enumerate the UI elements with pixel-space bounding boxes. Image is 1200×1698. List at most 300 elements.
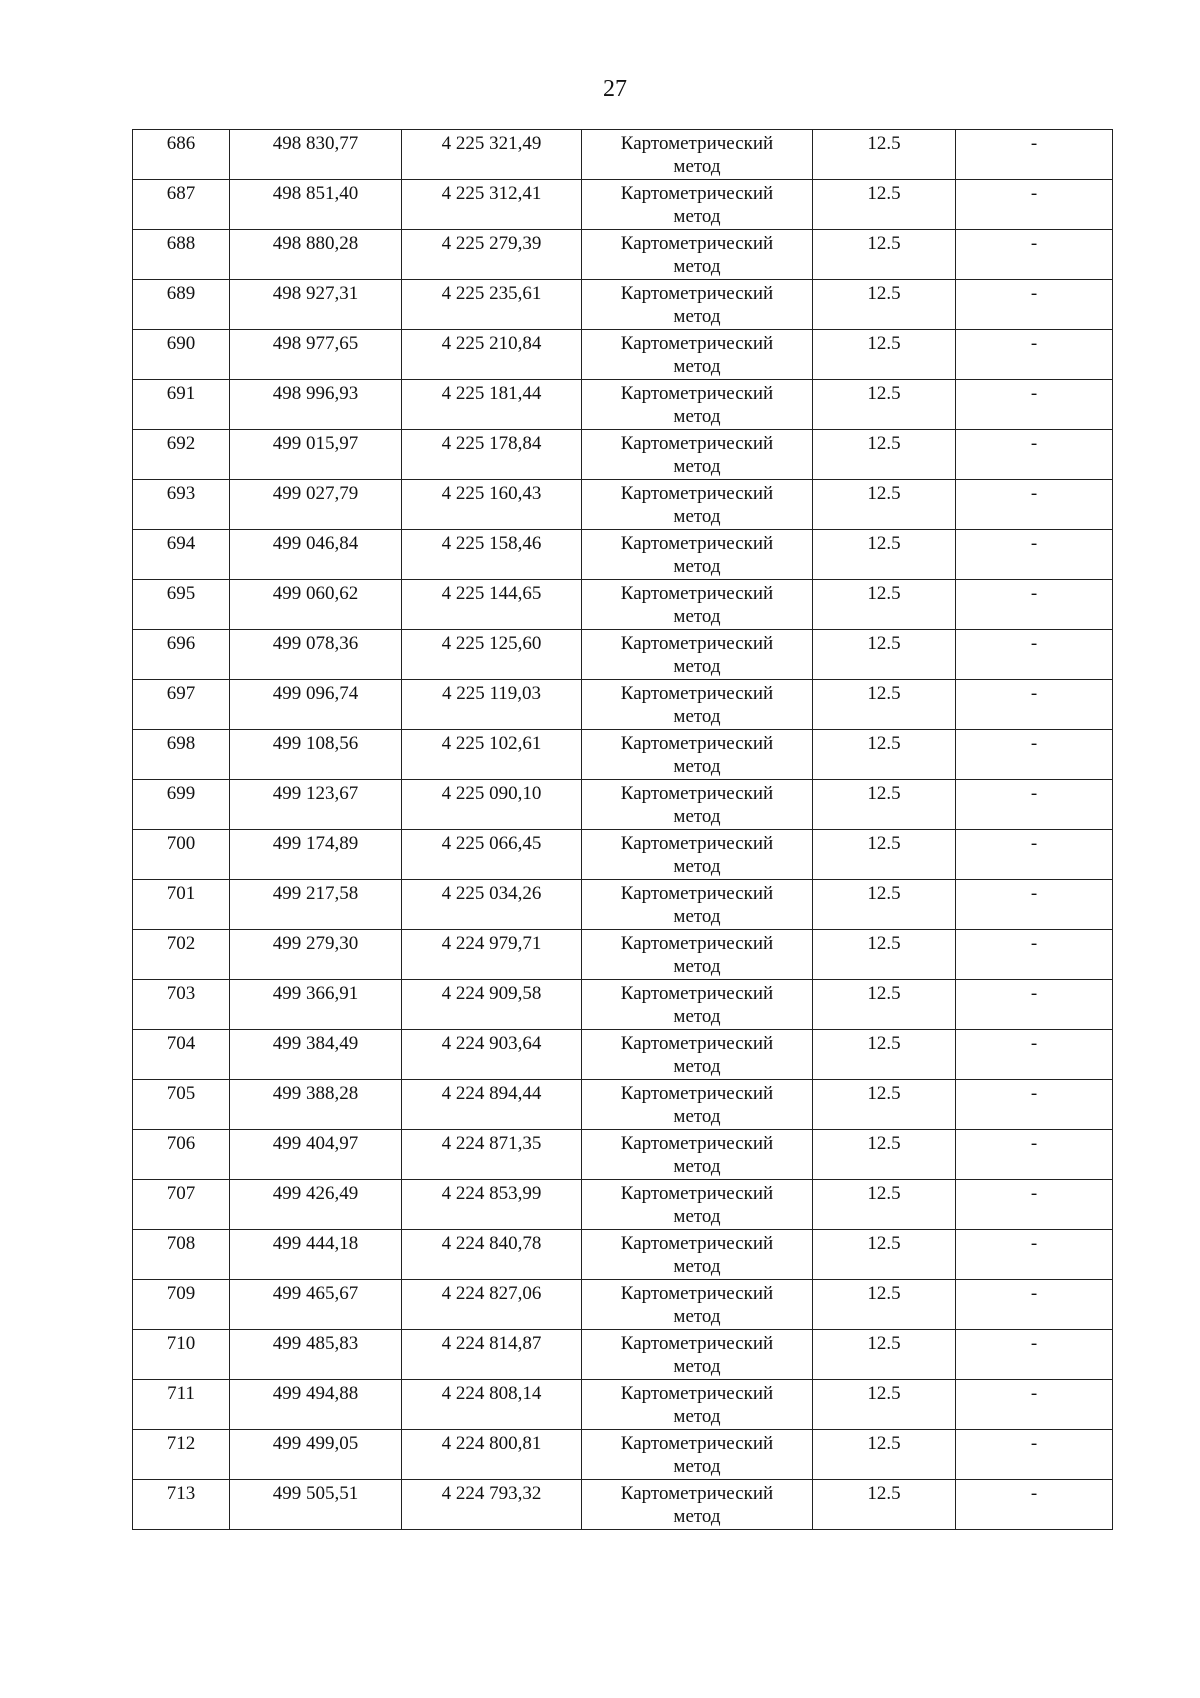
note-cell-text: -	[1030, 883, 1038, 904]
y-coordinate-cell	[402, 1080, 582, 1130]
x-coordinate-cell	[230, 130, 402, 180]
method-line-1: Картометрический	[620, 983, 774, 1004]
point-number-cell	[133, 280, 230, 330]
y-coordinate-cell-text: 4 225 158,46	[441, 533, 542, 554]
accuracy-cell	[813, 1330, 956, 1380]
note-cell-text: -	[1030, 1383, 1038, 1404]
accuracy-cell-text: 12.5	[867, 1483, 901, 1504]
accuracy-cell-text: 12.5	[867, 183, 901, 204]
y-coordinate-cell	[402, 1430, 582, 1480]
y-coordinate-cell	[402, 680, 582, 730]
point-number-cell-text: 689	[166, 283, 196, 304]
x-coordinate-cell	[230, 1080, 402, 1130]
note-cell-text: -	[1030, 583, 1038, 604]
method-line-1: Картометрический	[620, 533, 774, 554]
point-number-cell	[133, 1430, 230, 1480]
table-row	[133, 130, 1113, 180]
method-cell	[582, 1130, 813, 1180]
accuracy-cell	[813, 380, 956, 430]
table-row	[133, 930, 1113, 980]
point-number-cell-text: 703	[166, 983, 196, 1004]
note-cell	[956, 530, 1113, 580]
note-cell-text: -	[1030, 533, 1038, 554]
note-cell	[956, 230, 1113, 280]
y-coordinate-cell	[402, 1280, 582, 1330]
note-cell	[956, 880, 1113, 930]
method-line-1: Картометрический	[620, 833, 774, 854]
coordinates-table	[132, 129, 1113, 1530]
note-cell-text: -	[1030, 733, 1038, 754]
accuracy-cell	[813, 630, 956, 680]
accuracy-cell	[813, 980, 956, 1030]
accuracy-cell	[813, 1430, 956, 1480]
note-cell	[956, 1430, 1113, 1480]
method-cell	[582, 530, 813, 580]
accuracy-cell	[813, 530, 956, 580]
y-coordinate-cell-text: 4 225 125,60	[441, 633, 542, 654]
point-number-cell-text: 712	[166, 1433, 196, 1454]
method-line-2: метод	[673, 606, 721, 627]
x-coordinate-cell-text: 498 927,31	[272, 283, 359, 304]
y-coordinate-cell	[402, 1130, 582, 1180]
point-number-cell-text: 691	[166, 383, 196, 404]
x-coordinate-cell	[230, 1330, 402, 1380]
table-row	[133, 1230, 1113, 1280]
x-coordinate-cell	[230, 480, 402, 530]
x-coordinate-cell-text: 499 015,97	[272, 433, 359, 454]
note-cell	[956, 1280, 1113, 1330]
method-cell	[582, 980, 813, 1030]
y-coordinate-cell-text: 4 225 178,84	[441, 433, 542, 454]
note-cell-text: -	[1030, 1433, 1038, 1454]
x-coordinate-cell	[230, 980, 402, 1030]
accuracy-cell	[813, 280, 956, 330]
x-coordinate-cell-text: 499 465,67	[272, 1283, 359, 1304]
point-number-cell	[133, 930, 230, 980]
note-cell	[956, 380, 1113, 430]
accuracy-cell	[813, 1380, 956, 1430]
point-number-cell	[133, 1280, 230, 1330]
note-cell-text: -	[1030, 133, 1038, 154]
method-line-1: Картометрический	[620, 1033, 774, 1054]
y-coordinate-cell	[402, 1330, 582, 1380]
y-coordinate-cell	[402, 1380, 582, 1430]
note-cell-text: -	[1030, 1083, 1038, 1104]
method-line-2: метод	[673, 206, 721, 227]
accuracy-cell-text: 12.5	[867, 883, 901, 904]
table-row	[133, 630, 1113, 680]
y-coordinate-cell	[402, 430, 582, 480]
method-line-1: Картометрический	[620, 1383, 774, 1404]
method-line-1: Картометрический	[620, 283, 774, 304]
method-cell	[582, 780, 813, 830]
point-number-cell-text: 688	[166, 233, 196, 254]
method-line-1: Картометрический	[620, 1483, 774, 1504]
method-line-1: Картометрический	[620, 783, 774, 804]
note-cell-text: -	[1030, 1483, 1038, 1504]
x-coordinate-cell-text: 499 494,88	[272, 1383, 359, 1404]
accuracy-cell	[813, 1280, 956, 1330]
x-coordinate-cell-text: 499 174,89	[272, 833, 359, 854]
note-cell	[956, 780, 1113, 830]
x-coordinate-cell-text: 499 279,30	[272, 933, 359, 954]
method-line-2: метод	[673, 1006, 721, 1027]
x-coordinate-cell	[230, 1130, 402, 1180]
note-cell-text: -	[1030, 283, 1038, 304]
x-coordinate-cell	[230, 430, 402, 480]
method-cell	[582, 1180, 813, 1230]
x-coordinate-cell-text: 499 499,05	[272, 1433, 359, 1454]
y-coordinate-cell-text: 4 224 827,06	[441, 1283, 542, 1304]
table-row	[133, 780, 1113, 830]
point-number-cell-text: 710	[166, 1333, 196, 1354]
method-cell	[582, 1430, 813, 1480]
accuracy-cell-text: 12.5	[867, 1233, 901, 1254]
table-row	[133, 980, 1113, 1030]
point-number-cell-text: 696	[166, 633, 196, 654]
method-line-1: Картометрический	[620, 1083, 774, 1104]
method-line-1: Картометрический	[620, 383, 774, 404]
note-cell	[956, 1330, 1113, 1380]
note-cell-text: -	[1030, 233, 1038, 254]
point-number-cell	[133, 1130, 230, 1180]
y-coordinate-cell	[402, 1480, 582, 1530]
page-number: 27	[603, 76, 627, 102]
x-coordinate-cell-text: 499 078,36	[272, 633, 359, 654]
method-line-2: метод	[673, 1406, 721, 1427]
accuracy-cell	[813, 430, 956, 480]
x-coordinate-cell	[230, 1480, 402, 1530]
method-line-2: метод	[673, 306, 721, 327]
point-number-cell	[133, 880, 230, 930]
method-cell	[582, 180, 813, 230]
method-cell	[582, 580, 813, 630]
method-cell	[582, 1230, 813, 1280]
note-cell-text: -	[1030, 1133, 1038, 1154]
point-number-cell-text: 694	[166, 533, 196, 554]
x-coordinate-cell	[230, 530, 402, 580]
y-coordinate-cell-text: 4 224 800,81	[441, 1433, 542, 1454]
y-coordinate-cell	[402, 780, 582, 830]
point-number-cell-text: 702	[166, 933, 196, 954]
x-coordinate-cell-text: 499 404,97	[272, 1133, 359, 1154]
method-cell	[582, 1380, 813, 1430]
accuracy-cell-text: 12.5	[867, 1333, 901, 1354]
y-coordinate-cell	[402, 930, 582, 980]
y-coordinate-cell-text: 4 225 144,65	[441, 583, 542, 604]
point-number-cell	[133, 630, 230, 680]
table-row	[133, 1080, 1113, 1130]
note-cell-text: -	[1030, 1183, 1038, 1204]
method-line-2: метод	[673, 956, 721, 977]
point-number-cell-text: 700	[166, 833, 196, 854]
method-line-1: Картометрический	[620, 933, 774, 954]
point-number-cell	[133, 330, 230, 380]
x-coordinate-cell	[230, 630, 402, 680]
x-coordinate-cell-text: 498 977,65	[272, 333, 359, 354]
note-cell	[956, 580, 1113, 630]
method-cell	[582, 1080, 813, 1130]
x-coordinate-cell-text: 498 996,93	[272, 383, 359, 404]
note-cell-text: -	[1030, 333, 1038, 354]
note-cell-text: -	[1030, 183, 1038, 204]
method-cell	[582, 730, 813, 780]
x-coordinate-cell-text: 499 384,49	[272, 1033, 359, 1054]
x-coordinate-cell	[230, 380, 402, 430]
accuracy-cell	[813, 130, 956, 180]
note-cell	[956, 730, 1113, 780]
method-cell	[582, 1330, 813, 1380]
method-line-2: метод	[673, 506, 721, 527]
table-row	[133, 430, 1113, 480]
x-coordinate-cell-text: 499 217,58	[272, 883, 359, 904]
note-cell	[956, 1130, 1113, 1180]
note-cell	[956, 1480, 1113, 1530]
point-number-cell-text: 687	[166, 183, 196, 204]
x-coordinate-cell-text: 499 096,74	[272, 683, 359, 704]
x-coordinate-cell	[230, 1280, 402, 1330]
accuracy-cell	[813, 480, 956, 530]
point-number-cell	[133, 130, 230, 180]
accuracy-cell	[813, 230, 956, 280]
table-row	[133, 1030, 1113, 1080]
y-coordinate-cell-text: 4 225 066,45	[441, 833, 542, 854]
y-coordinate-cell-text: 4 225 235,61	[441, 283, 542, 304]
method-line-2: метод	[673, 856, 721, 877]
y-coordinate-cell	[402, 880, 582, 930]
accuracy-cell-text: 12.5	[867, 833, 901, 854]
point-number-cell	[133, 1330, 230, 1380]
note-cell	[956, 1080, 1113, 1130]
accuracy-cell	[813, 1130, 956, 1180]
x-coordinate-cell-text: 498 851,40	[272, 183, 359, 204]
method-line-1: Картометрический	[620, 183, 774, 204]
method-cell	[582, 480, 813, 530]
accuracy-cell-text: 12.5	[867, 433, 901, 454]
note-cell	[956, 830, 1113, 880]
method-cell	[582, 280, 813, 330]
x-coordinate-cell	[230, 880, 402, 930]
note-cell	[956, 1380, 1113, 1430]
point-number-cell	[133, 1230, 230, 1280]
method-cell	[582, 380, 813, 430]
table-row	[133, 530, 1113, 580]
point-number-cell	[133, 830, 230, 880]
note-cell	[956, 1180, 1113, 1230]
method-cell	[582, 880, 813, 930]
method-cell	[582, 630, 813, 680]
method-line-1: Картометрический	[620, 483, 774, 504]
method-line-1: Картометрический	[620, 583, 774, 604]
y-coordinate-cell	[402, 480, 582, 530]
accuracy-cell-text: 12.5	[867, 1183, 901, 1204]
point-number-cell	[133, 680, 230, 730]
note-cell-text: -	[1030, 483, 1038, 504]
accuracy-cell-text: 12.5	[867, 783, 901, 804]
table-row	[133, 1180, 1113, 1230]
x-coordinate-cell	[230, 1380, 402, 1430]
y-coordinate-cell	[402, 230, 582, 280]
x-coordinate-cell	[230, 230, 402, 280]
accuracy-cell	[813, 1230, 956, 1280]
table-row	[133, 680, 1113, 730]
accuracy-cell-text: 12.5	[867, 383, 901, 404]
accuracy-cell	[813, 1480, 956, 1530]
point-number-cell-text: 705	[166, 1083, 196, 1104]
method-line-1: Картометрический	[620, 683, 774, 704]
method-cell	[582, 1480, 813, 1530]
x-coordinate-cell	[230, 280, 402, 330]
table-row	[133, 1380, 1113, 1430]
x-coordinate-cell-text: 499 388,28	[272, 1083, 359, 1104]
point-number-cell	[133, 1380, 230, 1430]
point-number-cell	[133, 1030, 230, 1080]
y-coordinate-cell-text: 4 225 321,49	[441, 133, 542, 154]
method-cell	[582, 1280, 813, 1330]
method-line-2: метод	[673, 1156, 721, 1177]
x-coordinate-cell-text: 499 505,51	[272, 1483, 359, 1504]
note-cell-text: -	[1030, 1333, 1038, 1354]
accuracy-cell	[813, 1180, 956, 1230]
method-line-2: метод	[673, 756, 721, 777]
point-number-cell	[133, 530, 230, 580]
note-cell-text: -	[1030, 1233, 1038, 1254]
y-coordinate-cell-text: 4 225 160,43	[441, 483, 542, 504]
point-number-cell-text: 709	[166, 1283, 196, 1304]
x-coordinate-cell-text: 499 426,49	[272, 1183, 359, 1204]
x-coordinate-cell-text: 499 060,62	[272, 583, 359, 604]
table-row	[133, 730, 1113, 780]
y-coordinate-cell	[402, 330, 582, 380]
table-row	[133, 580, 1113, 630]
note-cell-text: -	[1030, 783, 1038, 804]
y-coordinate-cell-text: 4 225 210,84	[441, 333, 542, 354]
table-row	[133, 1330, 1113, 1380]
x-coordinate-cell-text: 499 485,83	[272, 1333, 359, 1354]
point-number-cell-text: 706	[166, 1133, 196, 1154]
point-number-cell	[133, 230, 230, 280]
note-cell	[956, 480, 1113, 530]
method-line-1: Картометрический	[620, 333, 774, 354]
accuracy-cell-text: 12.5	[867, 1433, 901, 1454]
table-row	[133, 180, 1113, 230]
method-line-1: Картометрический	[620, 1333, 774, 1354]
note-cell	[956, 680, 1113, 730]
method-cell	[582, 430, 813, 480]
x-coordinate-cell-text: 499 366,91	[272, 983, 359, 1004]
y-coordinate-cell-text: 4 225 119,03	[441, 683, 542, 704]
point-number-cell	[133, 730, 230, 780]
y-coordinate-cell-text: 4 225 034,26	[441, 883, 542, 904]
method-line-2: метод	[673, 1456, 721, 1477]
point-number-cell	[133, 430, 230, 480]
y-coordinate-cell	[402, 630, 582, 680]
table-row	[133, 230, 1113, 280]
accuracy-cell	[813, 580, 956, 630]
y-coordinate-cell-text: 4 224 853,99	[441, 1183, 542, 1204]
y-coordinate-cell	[402, 1180, 582, 1230]
point-number-cell-text: 711	[167, 1383, 195, 1404]
method-line-2: метод	[673, 806, 721, 827]
x-coordinate-cell	[230, 330, 402, 380]
x-coordinate-cell	[230, 1030, 402, 1080]
accuracy-cell-text: 12.5	[867, 333, 901, 354]
method-line-2: метод	[673, 1506, 721, 1527]
table-row	[133, 1280, 1113, 1330]
note-cell-text: -	[1030, 433, 1038, 454]
point-number-cell-text: 686	[166, 133, 196, 154]
y-coordinate-cell	[402, 280, 582, 330]
y-coordinate-cell	[402, 830, 582, 880]
table-row	[133, 330, 1113, 380]
x-coordinate-cell	[230, 830, 402, 880]
y-coordinate-cell	[402, 1030, 582, 1080]
y-coordinate-cell-text: 4 224 814,87	[441, 1333, 542, 1354]
y-coordinate-cell	[402, 380, 582, 430]
y-coordinate-cell-text: 4 225 279,39	[441, 233, 542, 254]
method-line-2: метод	[673, 1106, 721, 1127]
accuracy-cell-text: 12.5	[867, 283, 901, 304]
note-cell	[956, 980, 1113, 1030]
x-coordinate-cell	[230, 930, 402, 980]
accuracy-cell-text: 12.5	[867, 233, 901, 254]
x-coordinate-cell	[230, 780, 402, 830]
y-coordinate-cell	[402, 1230, 582, 1280]
x-coordinate-cell-text: 498 880,28	[272, 233, 359, 254]
note-cell	[956, 1230, 1113, 1280]
point-number-cell	[133, 480, 230, 530]
method-line-1: Картометрический	[620, 1283, 774, 1304]
y-coordinate-cell-text: 4 224 909,58	[441, 983, 542, 1004]
y-coordinate-cell-text: 4 225 312,41	[441, 183, 542, 204]
point-number-cell-text: 692	[166, 433, 196, 454]
method-line-2: метод	[673, 356, 721, 377]
point-number-cell-text: 695	[166, 583, 196, 604]
note-cell	[956, 1030, 1113, 1080]
x-coordinate-cell-text: 498 830,77	[272, 133, 359, 154]
accuracy-cell-text: 12.5	[867, 1083, 901, 1104]
accuracy-cell	[813, 830, 956, 880]
method-line-2: метод	[673, 656, 721, 677]
method-cell	[582, 830, 813, 880]
note-cell-text: -	[1030, 1033, 1038, 1054]
note-cell	[956, 330, 1113, 380]
y-coordinate-cell-text: 4 224 979,71	[441, 933, 542, 954]
y-coordinate-cell-text: 4 224 793,32	[441, 1483, 542, 1504]
x-coordinate-cell-text: 499 444,18	[272, 1233, 359, 1254]
point-number-cell-text: 713	[166, 1483, 196, 1504]
point-number-cell-text: 697	[166, 683, 196, 704]
coordinates-table-body	[133, 130, 1113, 1530]
method-line-1: Картометрический	[620, 1133, 774, 1154]
x-coordinate-cell	[230, 1180, 402, 1230]
method-line-2: метод	[673, 256, 721, 277]
method-line-2: метод	[673, 706, 721, 727]
accuracy-cell	[813, 1030, 956, 1080]
table-row	[133, 880, 1113, 930]
method-cell	[582, 930, 813, 980]
accuracy-cell	[813, 330, 956, 380]
note-cell-text: -	[1030, 983, 1038, 1004]
note-cell	[956, 130, 1113, 180]
y-coordinate-cell-text: 4 224 903,64	[441, 1033, 542, 1054]
note-cell-text: -	[1030, 833, 1038, 854]
accuracy-cell	[813, 930, 956, 980]
y-coordinate-cell-text: 4 225 181,44	[441, 383, 542, 404]
table-row	[133, 1130, 1113, 1180]
point-number-cell-text: 701	[166, 883, 196, 904]
accuracy-cell-text: 12.5	[867, 1133, 901, 1154]
